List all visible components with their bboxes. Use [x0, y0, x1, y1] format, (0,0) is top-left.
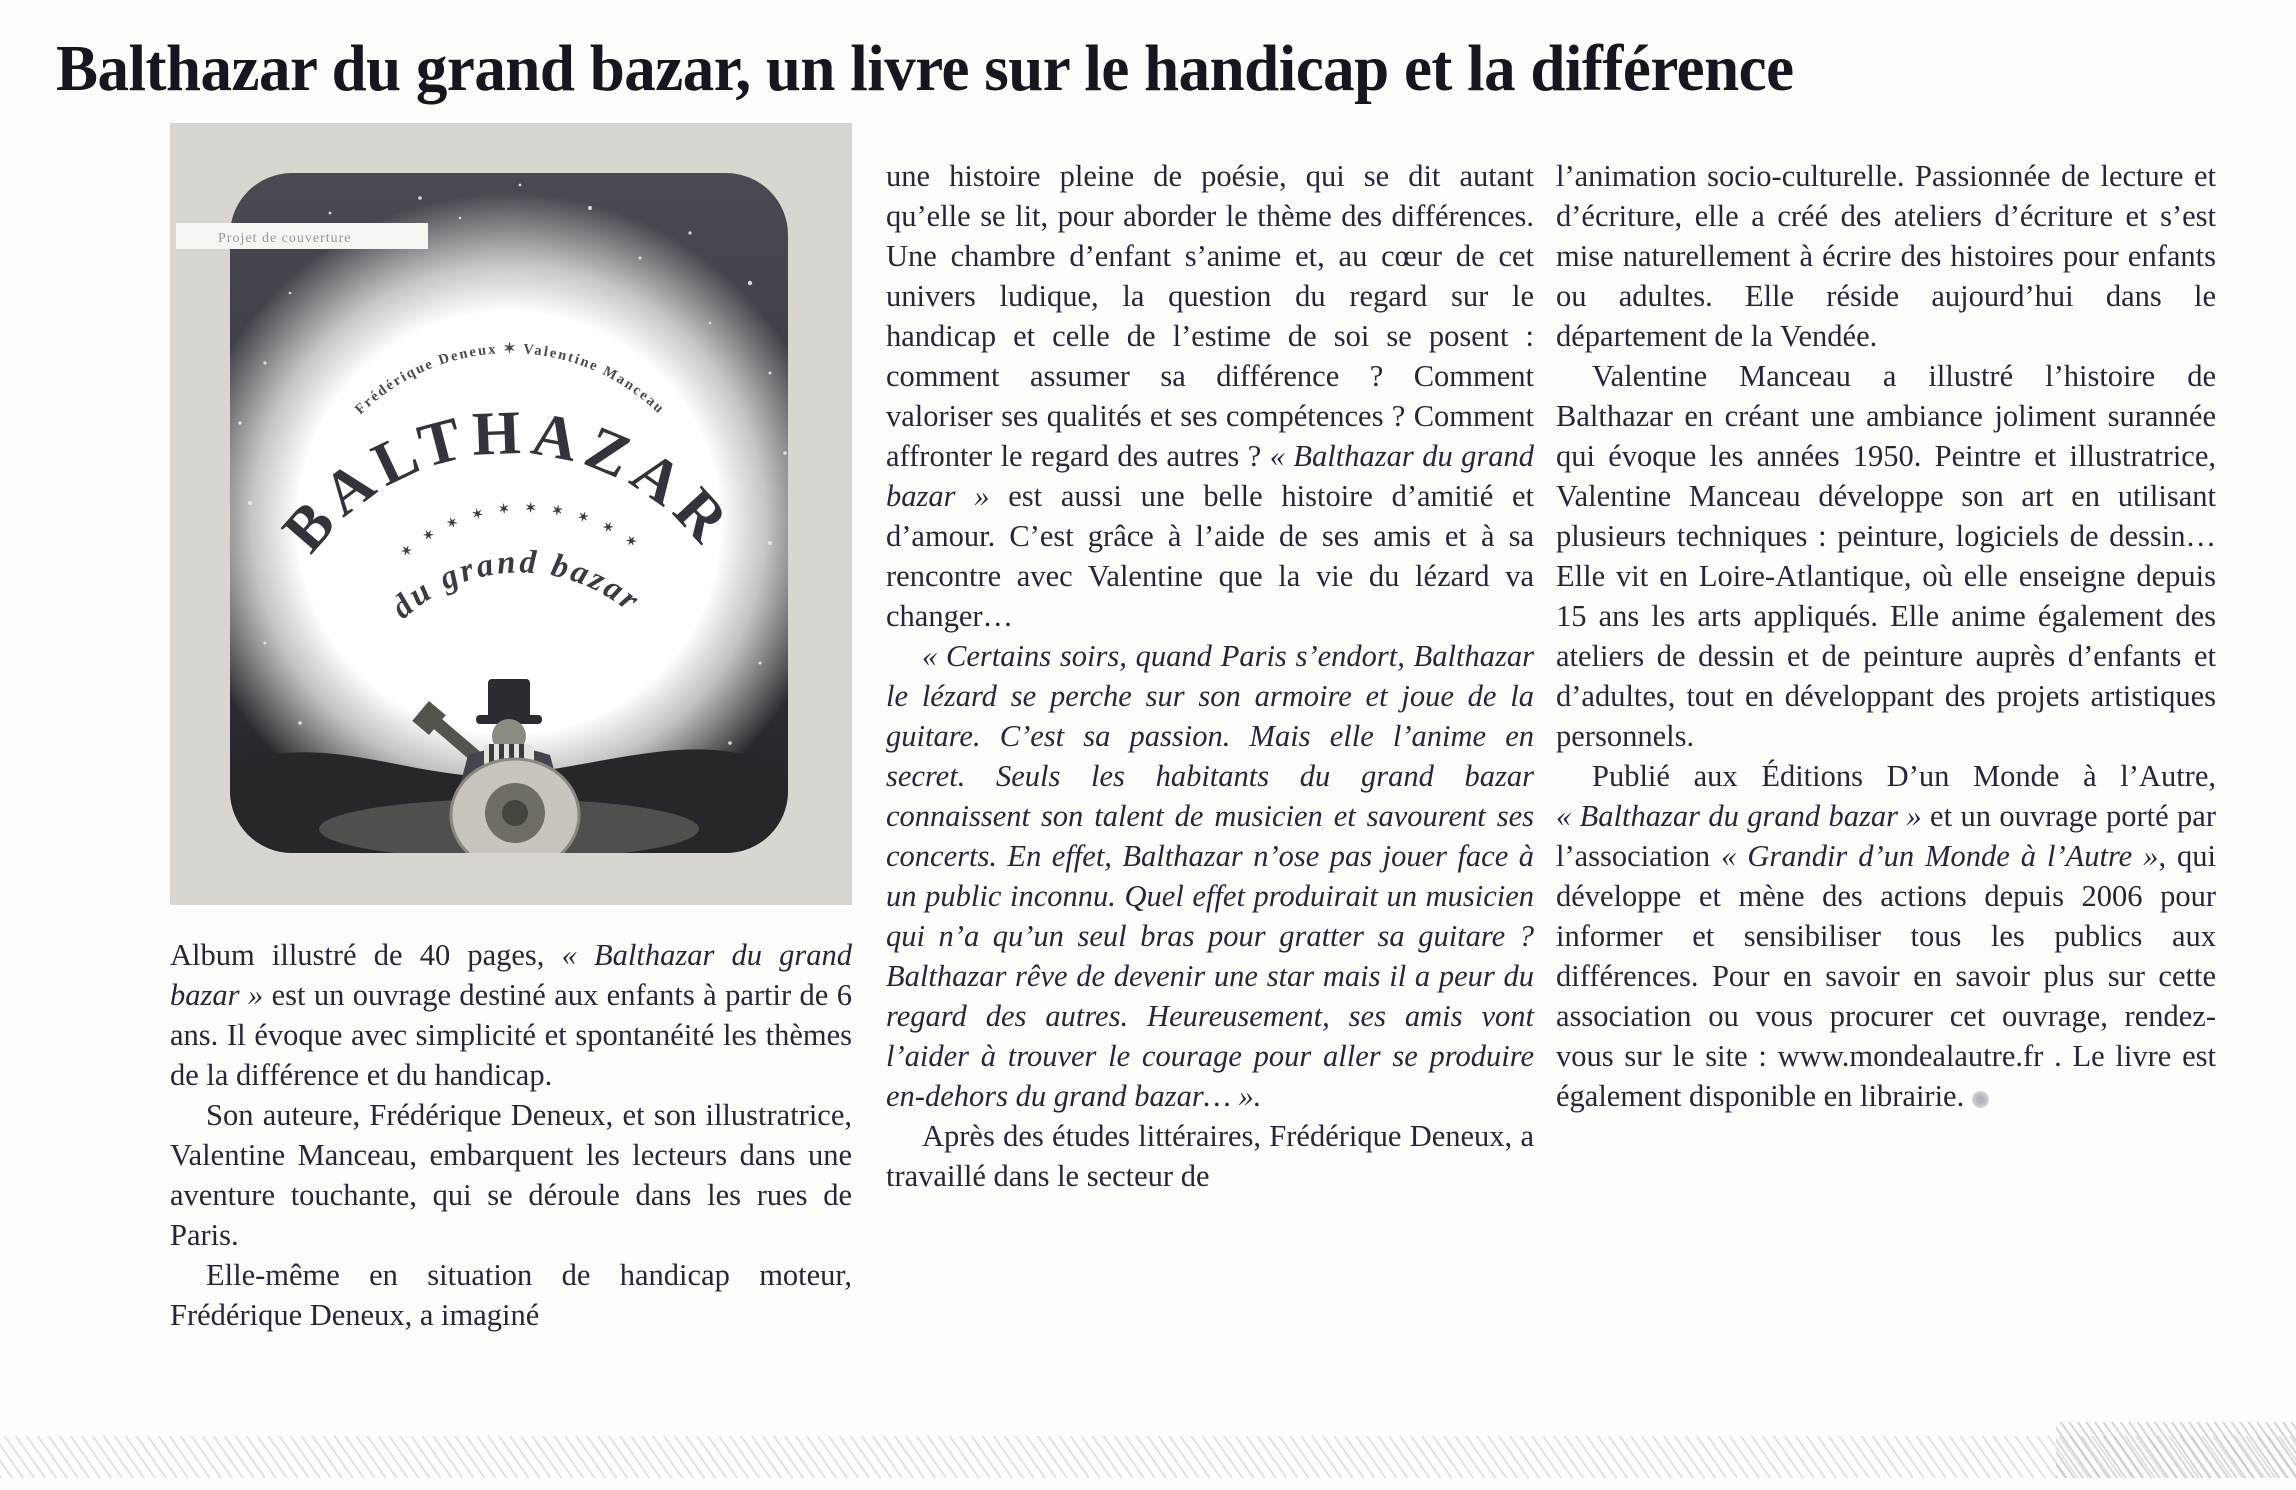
paragraph-quote: [886, 636, 1534, 1116]
text-run: Elle-même en situation de handicap moteur, Frédérique Deneux, a imaginé: [170, 1258, 852, 1332]
text-run: et un ouvrage porté par l’association: [1556, 799, 2216, 873]
text-run: , qui développe et mène des actions depuis 2006 pour informer et sensibiliser tous les publics aux différences. Pour en savoir en savoir plus sur cette association ou vous procurer cet ouvrage, rendez-vous sur le site : www.mondealautre.fr . Le livre est également disponible en librairie.: [1556, 839, 2216, 1113]
headline: Balthazar du grand bazar, un livre sur le handicap et la différence: [56, 31, 1794, 105]
hat-crown: [488, 679, 530, 719]
text-run: Son auteure, Frédérique Deneux, et son illustratrice, Valentine Manceau, embarquent les lecteurs dans une aventure touchante, qui se déroule dans les rues de Paris.: [170, 1098, 852, 1252]
paragraph: [1556, 356, 2216, 756]
cover-label: [176, 223, 428, 249]
text-run-italic: « Grandir d’un Monde à l’Autre »: [1721, 839, 2159, 873]
text-run-italic: « Certains soirs, quand Paris s’endort, Balthazar le lézard se perche sur son armoire et joue de la guitare. C’est sa passion. Mais elle l’anime en secret. Seuls les habitants du grand bazar connaissent son talent de musicien et savourent ses concerts. En effet, Balthazar n’ose pas jouer face à un public inconnu. Quel effet produirait un musicien qui n’a qu’un seul bras pour gratter sa guitare ? Balthazar rêve de devenir une star mais il a peur du regard des autres. Heureusement, ses amis vont l’aider à trouver le courage pour aller se produire en-dehors du grand bazar… ».: [886, 639, 1534, 1113]
book-cover-photo: [170, 123, 852, 905]
left-column-text: [170, 935, 852, 1335]
text-run-italic: « Balthazar du grand bazar »: [1556, 799, 1922, 833]
paragraph: [1556, 156, 2216, 356]
text-run: une histoire pleine de poésie, qui se dit autant qu’elle se lit, pour aborder le thème des différences. Une chambre d’enfant s’anime et, au cœur de cet univers ludique, la question du regard sur le handicap et celle de l’estime de soi se posent : comment assumer sa différence ? Comment valoriser ses qualités et ses compétences ? Comment affronter le regard des autres ?: [886, 159, 1534, 473]
text-run: Publié aux Éditions D’un Monde à l’Autre,: [1592, 759, 2216, 793]
paragraph: [170, 1255, 852, 1335]
column-left: [170, 123, 852, 1335]
text-run-italic: « Balthazar du grand bazar »: [886, 439, 1535, 513]
text-run: l’animation socio-culturelle. Passionnée de lecture et d’écriture, elle a créé des ateliers d’écriture et s’est mise naturellement à écrire des histoires pour enfants ou adultes. Elle réside aujourd’hui dans le département de la Vendée.: [1556, 159, 2216, 353]
cover-authors-arc: Frédérique Deneux ✶ Valentine Manceau: [351, 340, 669, 418]
cover-title-arc: BALTHAZAR: [269, 398, 747, 565]
paragraph: [170, 935, 852, 1095]
paragraph: [886, 1116, 1534, 1196]
scan-hatch-strip: [0, 1436, 2296, 1478]
book-cover-illustration: [170, 123, 852, 905]
text-run: Après des études littéraires, Frédérique Deneux, a travaillé dans le secteur de: [886, 1119, 1534, 1193]
column-right: [1556, 156, 2216, 1116]
text-run: est aussi une belle histoire d’amitié et d’amour. C’est grâce à l’aide de ses amis et à sa rencontre avec Valentine que la vie du lézard va changer…: [886, 479, 1534, 633]
cover-stars-arc: ✶ ✶ ✶ ✶ ✶ ✶ ✶ ✶ ✶ ✶: [397, 499, 645, 560]
cover-subtitle-arc: du grand bazar: [384, 544, 648, 626]
text-run: est un ouvrage destiné aux enfants à partir de 6 ans. Il évoque avec simplicité et spontanéité les thèmes de la différence et du handicap.: [170, 978, 852, 1092]
column-middle: [886, 156, 1534, 1196]
text-run-italic: « Balthazar du grand bazar »: [170, 938, 853, 1012]
halftone-dot-icon: [1972, 1091, 1989, 1108]
cover-label-text: Projet de couverture: [218, 231, 352, 246]
paragraph: [886, 156, 1534, 636]
paragraph: [1556, 756, 2216, 1116]
paragraph: [170, 1095, 852, 1255]
text-run: Valentine Manceau a illustré l’histoire de Balthazar en créant une ambiance joliment surannée qui évoque les années 1950. Peintre et illustratrice, Valentine Manceau développe son art en utilisant plusieurs techniques : peinture, logiciels de dessin… Elle vit en Loire-Atlantique, où elle enseigne depuis 15 ans les arts appliqués. Elle anime également des ateliers de dessin et de peinture auprès d’enfants et d’adultes, tout en développant des projets artistiques personnels.: [1556, 359, 2216, 753]
text-run: Album illustré de 40 pages,: [170, 938, 562, 972]
